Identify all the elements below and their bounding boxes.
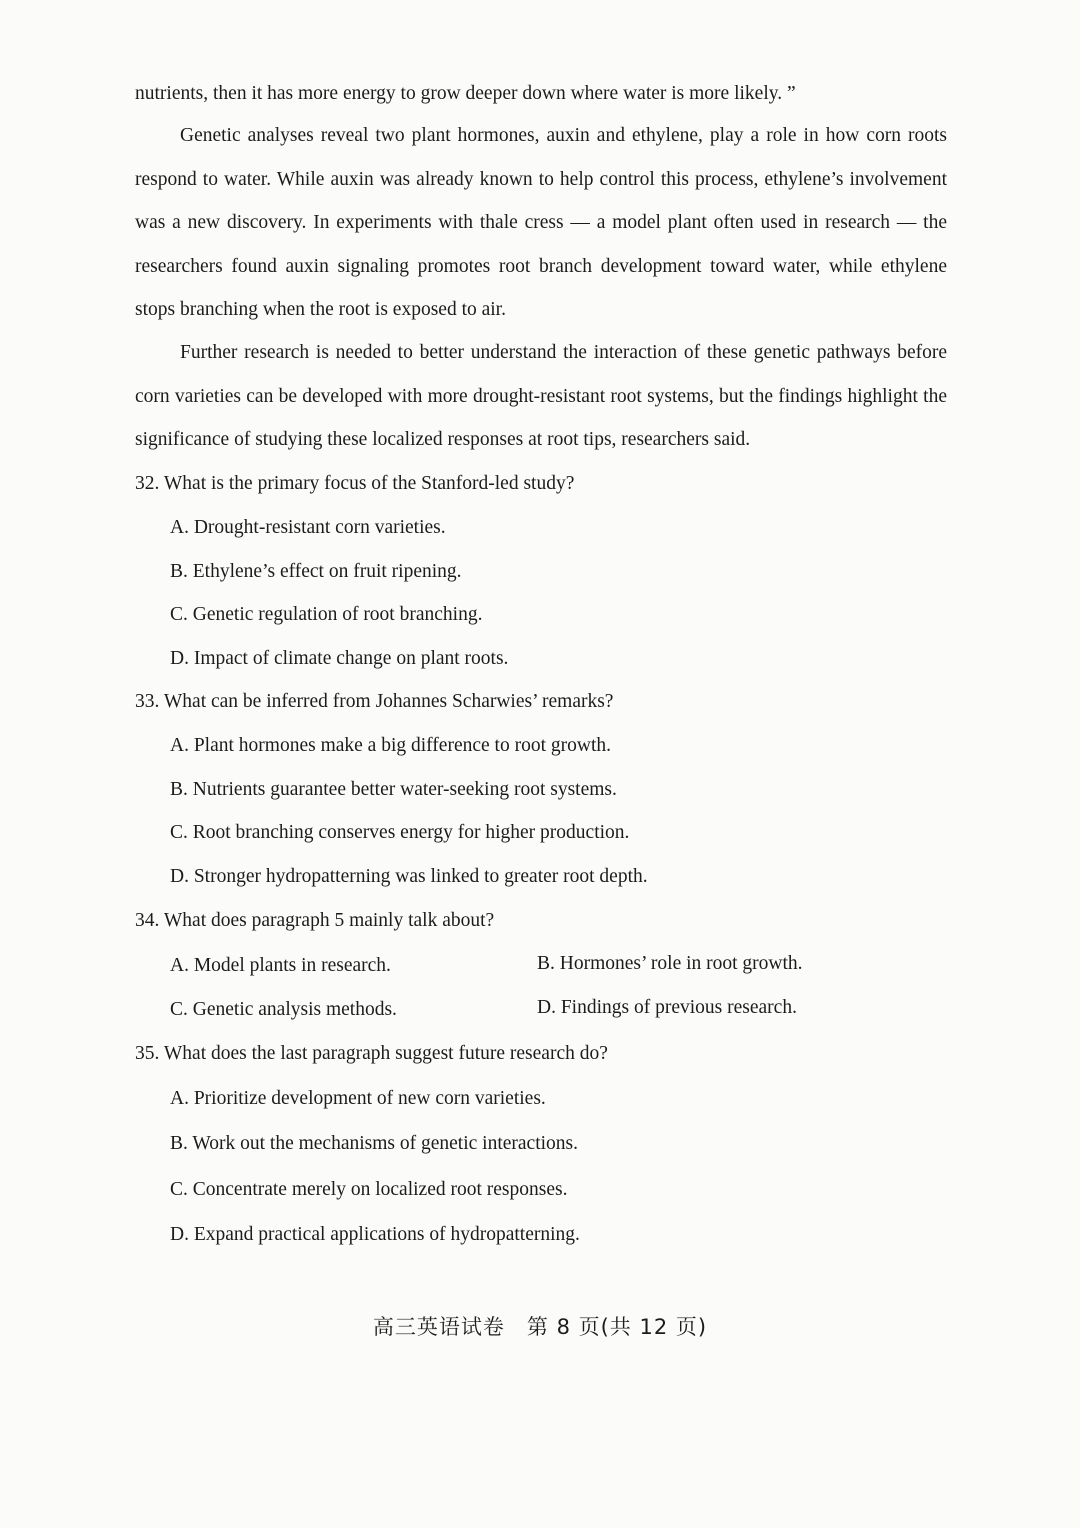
question-35-stem: 35. What does the last paragraph suggest future research do? — [135, 1043, 608, 1064]
question-33-option-c: C. Root branching conserves energy for higher production. — [170, 822, 630, 843]
question-32-option-b: B. Ethylene’s effect on fruit ripening. — [170, 561, 462, 582]
question-32-stem: 32. What is the primary focus of the Stanford-led study? — [135, 473, 575, 494]
question-35-option-c: C. Concentrate merely on localized root responses. — [170, 1179, 568, 1200]
question-33-option-d: D. Stronger hydropatterning was linked to greater root depth. — [170, 866, 648, 887]
question-34-option-d: D. Findings of previous research. — [537, 997, 797, 1018]
question-34-stem: 34. What does paragraph 5 mainly talk about? — [135, 910, 495, 931]
passage-paragraph-1: nutrients, then it has more energy to grow deeper down where water is more likely. ” — [135, 83, 796, 104]
question-34-option-b: B. Hormones’ role in root growth. — [537, 953, 803, 974]
question-35-option-a: A. Prioritize development of new corn varieties. — [170, 1088, 546, 1109]
passage-paragraph-2: Genetic analyses reveal two plant hormones, auxin and ethylene, play a role in how corn roots respond to water. While auxin was already known to help control this process, ethylene’s involvement was a new discovery. In experiments with thale cress — a model plant often used in research — the researchers found auxin signaling promotes root branch development toward water, while ethylene stops branching when the root is exposed to air. — [135, 125, 947, 320]
question-33-option-a: A. Plant hormones make a big difference to root growth. — [170, 735, 611, 756]
question-33-stem: 33. What can be inferred from Johannes Scharwies’ remarks? — [135, 691, 614, 712]
question-35-option-d: D. Expand practical applications of hydropatterning. — [170, 1224, 580, 1245]
question-34-option-a: A. Model plants in research. — [170, 955, 391, 976]
question-34-option-c: C. Genetic analysis methods. — [170, 999, 397, 1020]
question-32-option-c: C. Genetic regulation of root branching. — [170, 604, 483, 625]
page-footer: 高三英语试卷 第 8 页(共 12 页) — [372, 1315, 708, 1339]
question-33-option-b: B. Nutrients guarantee better water-seeking root systems. — [170, 779, 617, 800]
question-32-option-a: A. Drought-resistant corn varieties. — [170, 517, 446, 538]
question-35-option-b: B. Work out the mechanisms of genetic interactions. — [170, 1133, 579, 1154]
question-32-option-d: D. Impact of climate change on plant roots. — [170, 648, 509, 669]
passage-paragraph-3: Further research is needed to better understand the interaction of these genetic pathways before corn varieties can be developed with more drought-resistant root systems, but the findings highlight the significance of studying these localized responses at root tips, researchers said. — [135, 342, 947, 450]
